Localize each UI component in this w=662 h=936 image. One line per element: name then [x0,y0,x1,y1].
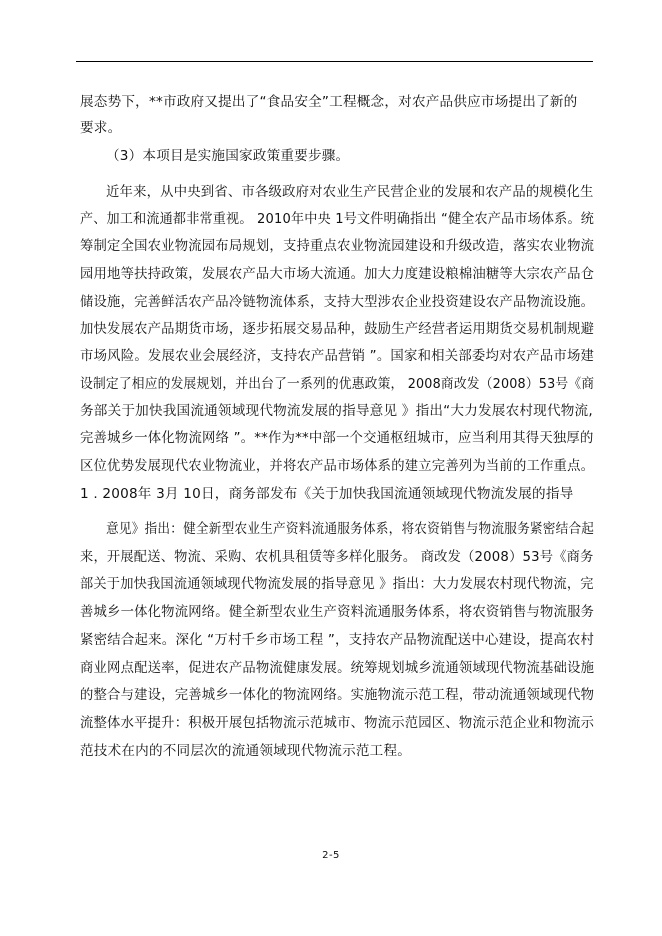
text-line: 储设施，完善鲜活农产品冷链物流体系，支持大型涉农企业投资建设农产品物流设施。 [80,294,595,310]
text-line: 流整体水平提升：积极开展包括物流示范城市、物流示范园区、物流示范企业和物流示 [80,715,595,731]
text-line: 1 . 2008年 3月 10日，商务部发布《关于加快我国流通领域现代物流发展的指导 [80,486,574,502]
text-line: 的整合与建设，完善城乡一体化的物流网络。实施物流示范工程，带动流通领域现代物 [80,687,595,703]
text-line: 部关于加快我国流通领域现代物流发展的指导意见 》指出：大力发展农村现代物流，完 [80,576,594,592]
text-line: 筹制定全国农业物流园布局规划，支持重点农业物流园建设和升级改造，落实农业物流 [80,238,595,254]
text-line: 区位优势发展现代农业物流业，并将农产品市场体系的建立完善列为当前的工作重点。 [80,458,595,474]
text-line: 加快发展农产品期货市场，逐步拓展交易品种，鼓励生产经营者运用期货交易机制规避 [80,321,595,337]
text-line: 范技术在内的不同层次的流通领域现代物流示范工程。 [80,743,412,759]
text-line: 市场风险。发展农业会展经济，支持农产品营销 ”。国家和相关部委均对农产品市场建 [80,348,595,364]
text-line: 近年来，从中央到省、市各级政府对农业生产民营企业的发展和农产品的规模化生 [106,184,594,200]
text-line: 务部关于加快我国流通领域现代物流发展的指导意见 》指出“大力发展农村现代物流, [80,403,593,419]
text-line: 完善城乡一体化物流网络 ”。**作为**中部一个交通枢纽城市，应当利用其得天独厚的 [80,430,594,446]
text-line: 展态势下，**市政府又提出了“食品安全”工程概念，对农产品供应市场提出了新的 [80,94,578,110]
text-line: 来，开展配送、物流、采购、农机具租赁等多样化服务。 商改发（2008）53号《商务 [80,549,594,565]
text-line: 善城乡一体化物流网络。健全新型农业生产资料流通服务体系，将农资销售与物流服务 [80,604,595,620]
header-rule [76,61,593,62]
text-line: 紧密结合起来。深化 “万村千乡市场工程 ”，支持农产品物流配送中心建设，提高农村 [80,632,595,648]
text-line: 要求。 [80,120,122,136]
text-line: 意见》指出：健全新型农业生产资料流通服务体系，将农资销售与物流服务紧密结合起 [106,521,595,537]
page-number: 2-5 [322,850,340,861]
text-line: 园用地等扶持政策，发展农产品大市场大流通。加大力度建设粮棉油糖等大宗农产品仓 [80,266,595,282]
text-line: 产、加工和流通都非常重视。 2010年中央 1号文件明确指出 “健全农产品市场体系。统 [80,211,595,227]
text-line: 商业网点配送率，促进农产品物流健康发展。统筹规划城乡流通领域现代物流基础设施 [80,660,595,676]
section-heading: （3）本项目是实施国家政策重要步骤。 [106,148,350,164]
text-line: 设制定了相应的发展规划，并出台了一系列的优惠政策， 2008商改发（2008）53号《商 [80,376,595,392]
